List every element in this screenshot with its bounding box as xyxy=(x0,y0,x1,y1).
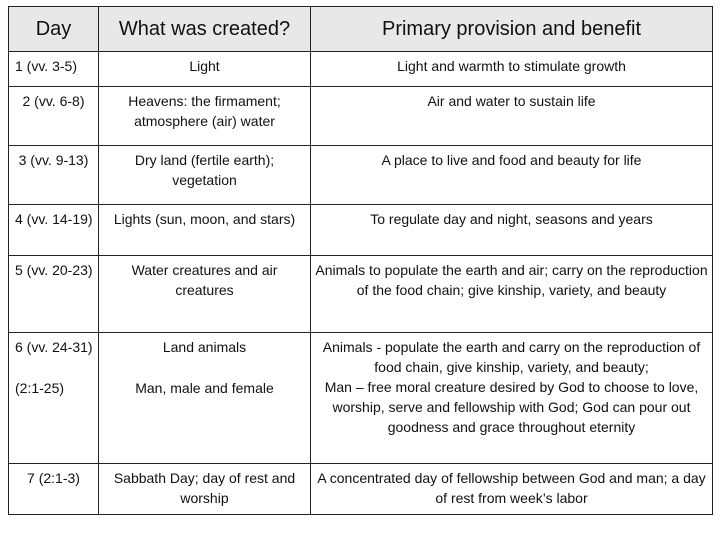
cell-provision: Animals to populate the earth and air; carry on the reproduction of the food chain; give kinship, variety, and beauty xyxy=(311,256,713,333)
cell-day: 1 (vv. 3-5) xyxy=(9,52,99,87)
cell-what: Light xyxy=(99,52,311,87)
cell-provision: A place to live and food and beauty for life xyxy=(311,146,713,205)
cell-provision xyxy=(311,333,713,464)
cell-provision: A concentrated day of fellowship between God and man; a day of rest from week’s labor xyxy=(311,464,713,515)
cell-provision-text: Animals - populate the earth and carry on the reproduction of food chain, give kinship, variety, and beauty; xyxy=(322,339,701,375)
creation-table-container xyxy=(8,6,712,515)
cell-day: 7 (2:1-3) xyxy=(9,464,99,515)
cell-day xyxy=(9,333,99,464)
cell-what-extra-text: Man, male and female xyxy=(135,380,274,396)
header-day: Day xyxy=(9,7,99,52)
cell-what: Dry land (fertile earth); vegetation xyxy=(99,146,311,205)
cell-day-extra-text: (2:1-25) xyxy=(15,380,65,396)
table-row xyxy=(9,146,713,205)
creation-days-table xyxy=(8,6,713,515)
cell-provision-extra-text: Man – free moral creature desired by God to choose to love, worship, serve and fellowship with God; God can pour out goodness and grace throughout eternity xyxy=(324,379,699,435)
cell-what: Lights (sun, moon, and stars) xyxy=(99,205,311,256)
cell-day: 3 (vv. 9-13) xyxy=(9,146,99,205)
table-row xyxy=(9,464,713,515)
cell-what: Sabbath Day; day of rest and worship xyxy=(99,464,311,515)
cell-provision: Light and warmth to stimulate growth xyxy=(311,52,713,87)
cell-provision: To regulate day and night, seasons and years xyxy=(311,205,713,256)
cell-what: Water creatures and air creatures xyxy=(99,256,311,333)
table-row xyxy=(9,256,713,333)
cell-what: Heavens: the firmament; atmosphere (air) water xyxy=(99,87,311,146)
header-primary-provision: Primary provision and benefit xyxy=(311,7,713,52)
cell-what xyxy=(99,333,311,464)
table-row xyxy=(9,52,713,87)
cell-provision: Air and water to sustain life xyxy=(311,87,713,146)
table-row xyxy=(9,205,713,256)
table-row xyxy=(9,333,713,464)
cell-day-text: 6 (vv. 24-31) xyxy=(15,339,93,355)
cell-day: 5 (vv. 20-23) xyxy=(9,256,99,333)
cell-what-text: Land animals xyxy=(162,339,247,355)
table-header-row xyxy=(9,7,713,52)
table-row xyxy=(9,87,713,146)
cell-day: 2 (vv. 6-8) xyxy=(9,87,99,146)
cell-day: 4 (vv. 14-19) xyxy=(9,205,99,256)
header-what-was-created: What was created? xyxy=(99,7,311,52)
